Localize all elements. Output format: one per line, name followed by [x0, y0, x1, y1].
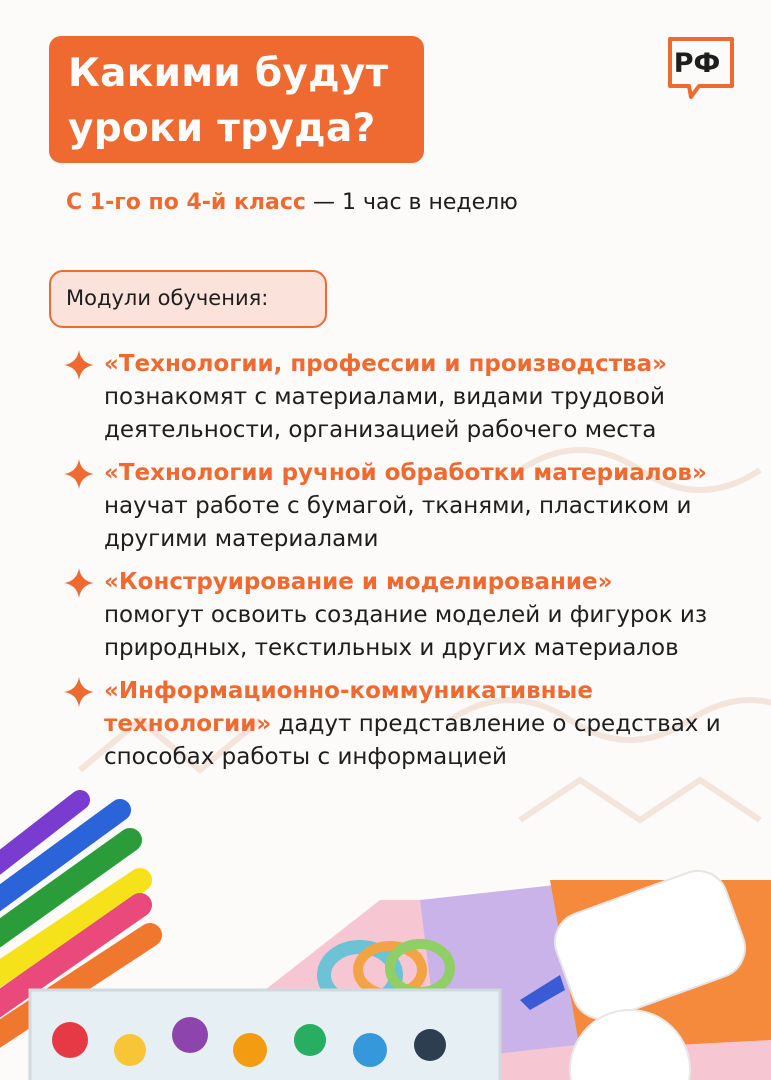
module-desc: познакомят с материалами, видами трудовой деятельности, организацией рабочего места — [104, 384, 665, 443]
module-title: «Технологии ручной обработки материалов» — [104, 460, 707, 486]
title-line-2: уроки труда? — [68, 106, 376, 151]
module-title: «Технологии, профессии и производства» — [104, 351, 667, 377]
logo-text: РФ — [673, 48, 721, 79]
module-title: «Конструирование и моделирование» — [104, 569, 613, 595]
module-desc: научат работе с бумагой, тканями, пластиком и другими материалами — [104, 493, 692, 552]
subtitle-rest: — 1 час в неделю — [305, 190, 518, 215]
list-item — [64, 348, 764, 447]
modules-label: Модули обучения: — [66, 286, 269, 310]
list-item — [64, 566, 764, 665]
module-title: «Информационно-коммуникативные технологии» — [104, 678, 593, 737]
module-desc: дадут представление о средствах и способах работы с информацией — [104, 711, 721, 770]
subtitle-highlight: С 1-го по 4-й класс — [66, 190, 306, 215]
list-item — [64, 457, 764, 556]
diamond-bullet-icon — [64, 677, 94, 707]
diamond-bullet-icon — [64, 568, 94, 598]
modules-list — [64, 348, 764, 784]
diamond-bullet-icon — [64, 459, 94, 489]
title-line-1: Какими будут — [68, 51, 389, 96]
title-banner — [49, 36, 424, 163]
diamond-bullet-icon — [64, 350, 94, 380]
module-desc: помогут освоить создание моделей и фигурок из природных, текстильных и других материалов — [104, 602, 708, 661]
subtitle — [66, 188, 518, 218]
rf-logo — [667, 36, 735, 100]
modules-label-box — [49, 270, 327, 328]
list-item — [64, 675, 764, 774]
